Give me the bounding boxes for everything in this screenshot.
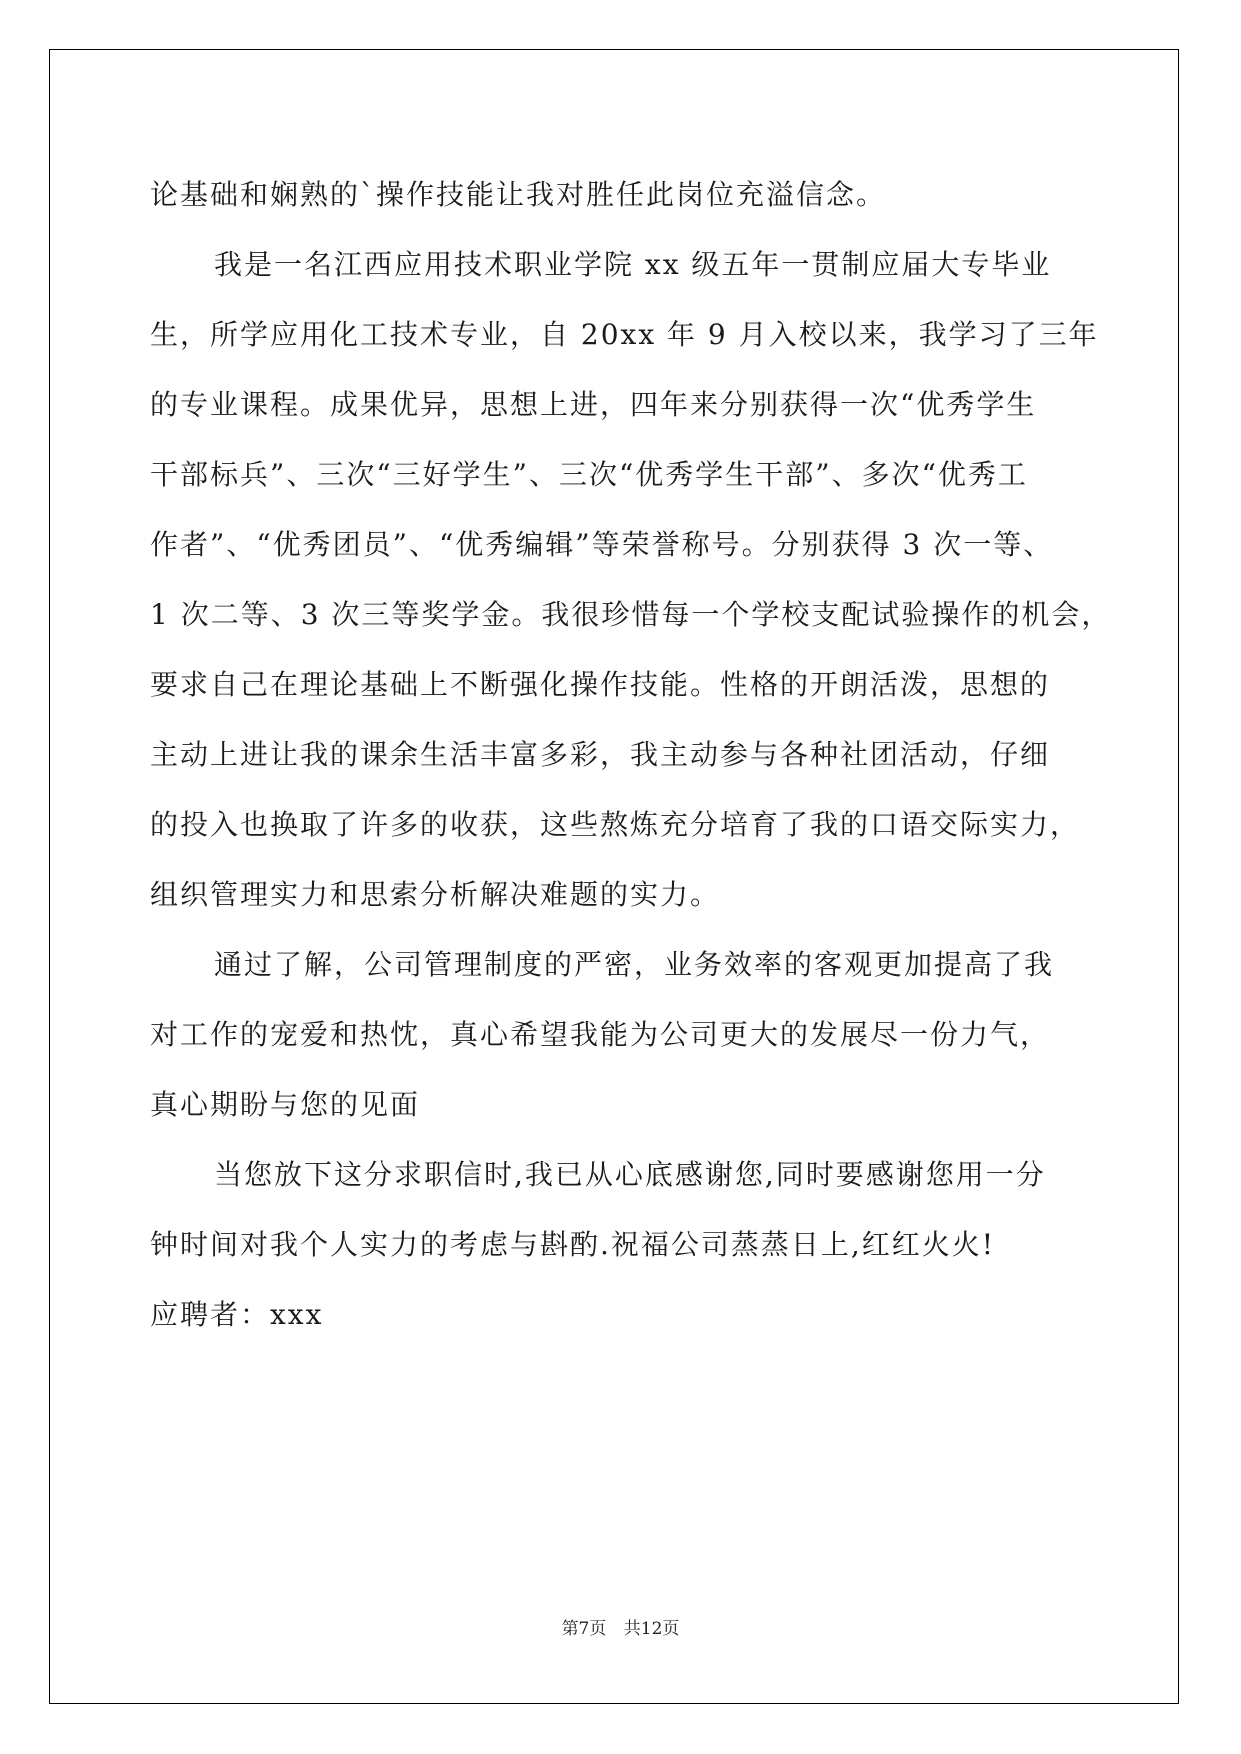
text-line: 组织管理实力和思索分析解决难题的实力。 xyxy=(150,878,721,911)
text-line: 的专业课程。成果优异，思想上进，四年来分别获得一次“优秀学生 xyxy=(150,388,1037,421)
text-line: 作者”、“优秀团员”、“优秀编辑”等荣誉称号。分别获得 3 次一等、 xyxy=(150,528,1054,561)
text-line: 主动上进让我的课余生活丰富多彩，我主动参与各种社团活动，仔细 xyxy=(150,738,1051,771)
text-line: 我是一名江西应用技术职业学院 xx 级五年一贯制应届大专毕业 xyxy=(214,248,1052,281)
text-line: 的投入也换取了许多的收获，这些熬炼充分培育了我的口语交际实力， xyxy=(150,808,1081,841)
page-footer xyxy=(0,1614,1241,1639)
page-number: 第7页 xyxy=(561,1619,607,1639)
text-line: 通过了解，公司管理制度的严密，业务效率的客观更加提高了我 xyxy=(214,948,1055,981)
text-line: 生，所学应用化工技术专业，自 20xx 年 9 月入校以来，我学习了三年 xyxy=(150,318,1099,351)
page-total: 共12页 xyxy=(623,1619,680,1639)
text-line: 当您放下这分求职信时,我已从心底感谢您,同时要感谢您用一分 xyxy=(214,1158,1046,1191)
text-line: 1 次二等、3 次三等奖学金。我很珍惜每一个学校支配试验操作的机会， xyxy=(150,598,1112,631)
text-line: 对工作的宠爱和热忱，真心希望我能为公司更大的发展尽一份力气， xyxy=(150,1018,1051,1051)
text-line: 论基础和娴熟的`操作技能让我对胜任此岗位充溢信念。 xyxy=(150,178,887,211)
text-line: 干部标兵”、三次“三好学生”、三次“优秀学生干部”、多次“优秀工 xyxy=(150,458,1028,491)
text-line: 钟时间对我个人实力的考虑与斟酌.祝福公司蒸蒸日上,红红火火! xyxy=(150,1228,996,1261)
text-line: 要求自己在理论基础上不断强化操作技能。性格的开朗活泼，思想的 xyxy=(150,668,1051,701)
letter-body xyxy=(150,160,1112,1350)
text-line: 真心期盼与您的见面 xyxy=(150,1088,421,1121)
signature-line: 应聘者：xxx xyxy=(150,1298,324,1331)
